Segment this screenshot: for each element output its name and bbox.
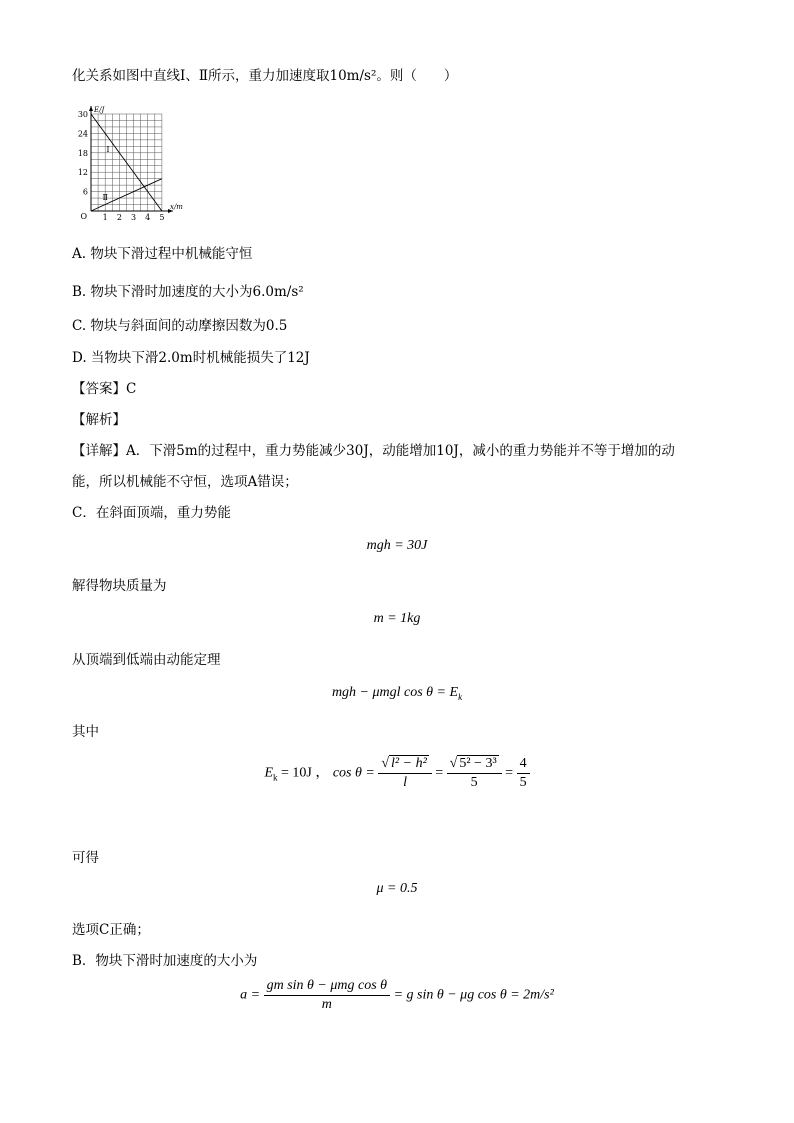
fraction-3-num: 4 [517, 756, 530, 774]
energy-graph [74, 98, 184, 228]
x-tick-label: 1 [102, 213, 108, 222]
option-b: B. 物块下滑时加速度的大小为6.0m/s² [72, 284, 304, 300]
option-a: A. 物块下滑过程中机械能守恒 [72, 246, 253, 262]
ek-value: = 10J ， [277, 765, 330, 781]
deduce-label: 可得 [72, 850, 99, 866]
y-axis-label: E/J [94, 106, 105, 114]
y-axis-arrow [89, 106, 93, 111]
c-conclusion: 选项C正确； [72, 922, 150, 938]
fraction-1-num: l² − h² [391, 756, 427, 771]
fraction-2-den: 5 [470, 775, 478, 790]
b-intro: B．物块下滑时加速度的大小为 [72, 953, 258, 969]
x-axis-label: x/m [170, 203, 183, 211]
y-tick-label: 6 [82, 187, 88, 197]
fraction-3 [517, 756, 530, 791]
answer: 【答案】C [72, 381, 137, 397]
x-tick-label: 2 [116, 213, 122, 222]
equation-work-energy-text: mgh − μmgl cos θ = E [331, 685, 459, 700]
y-tick-label: 12 [77, 168, 88, 178]
x-tick-label: 3 [130, 213, 137, 222]
equation-work-energy-sub: k [458, 691, 463, 702]
ek-symbol: E [264, 765, 273, 781]
y-tick-label: 18 [77, 148, 88, 158]
fraction-1: $\frac{\text{√ l² − h²}}{l}$ [378, 756, 431, 791]
equation-work-energy [0, 685, 794, 702]
c-intro: C．在斜面顶端，重力势能 [72, 505, 231, 521]
origin-label: O [80, 212, 87, 221]
acc-rhs: = g sin θ − μg cos θ = 2m/s² [393, 987, 554, 1003]
acc-fraction-den: m [321, 997, 332, 1012]
equation-cos: $E_k = 10J$ ， cos θ = $\frac{\text{√ l² − h²}}{l}$ = $\frac{\text{√ 5² − 3³}}{5}$ = $\frac{4}{5}$ [0, 756, 794, 791]
question-tail: 化关系如图中直线Ⅰ、Ⅱ所示，重力加速度取10m/s²。则（ ） [72, 68, 458, 84]
ek-sub: k [273, 772, 278, 783]
acc-fraction-num: gm sin θ − μmg cos θ [264, 978, 390, 996]
acc-lhs: a = [240, 987, 261, 1003]
theorem-intro: 从顶端到低端由动能定理 [72, 652, 221, 668]
where-label: 其中 [72, 724, 99, 740]
detail-line-1: 【详解】A．下滑5m的过程中，重力势能减少30J，动能增加10J，减小的重力势能并不等于增加的动 [72, 443, 675, 459]
equation-mass: m = 1kg [373, 611, 421, 626]
equation-acceleration [0, 978, 794, 1013]
mass-intro: 解得物块质量为 [72, 578, 167, 594]
fraction-3-den: 5 [519, 775, 527, 790]
y-tick-label: 30 [77, 110, 88, 119]
option-d: D. 当物块下滑2.0m时机械能损失了12J [72, 350, 310, 366]
equation-mu: μ = 0.5 [376, 881, 418, 896]
x-tick-label: 4 [145, 213, 151, 222]
series-label-2: Ⅱ [102, 193, 108, 203]
equation-potential: mgh = 30J [366, 538, 428, 553]
y-tick-label: 24 [77, 129, 88, 139]
x-tick-label: 5 [159, 213, 165, 222]
series-label-1: Ⅰ [106, 144, 110, 154]
acc-fraction [264, 978, 390, 1013]
analysis-heading: 【解析】 [72, 412, 126, 428]
fraction-2-num: 5² − 3³ [459, 756, 497, 771]
detail-line-2: 能，所以机械能不守恒，选项A错误； [72, 474, 298, 490]
fraction-2: $\frac{\text{√ 5² − 3³}}{5}$ [447, 756, 502, 791]
cos-lhs: cos θ = [332, 765, 375, 781]
fraction-1-den: l [403, 775, 407, 790]
option-c: C. 物块与斜面间的动摩擦因数为0.5 [72, 318, 288, 334]
